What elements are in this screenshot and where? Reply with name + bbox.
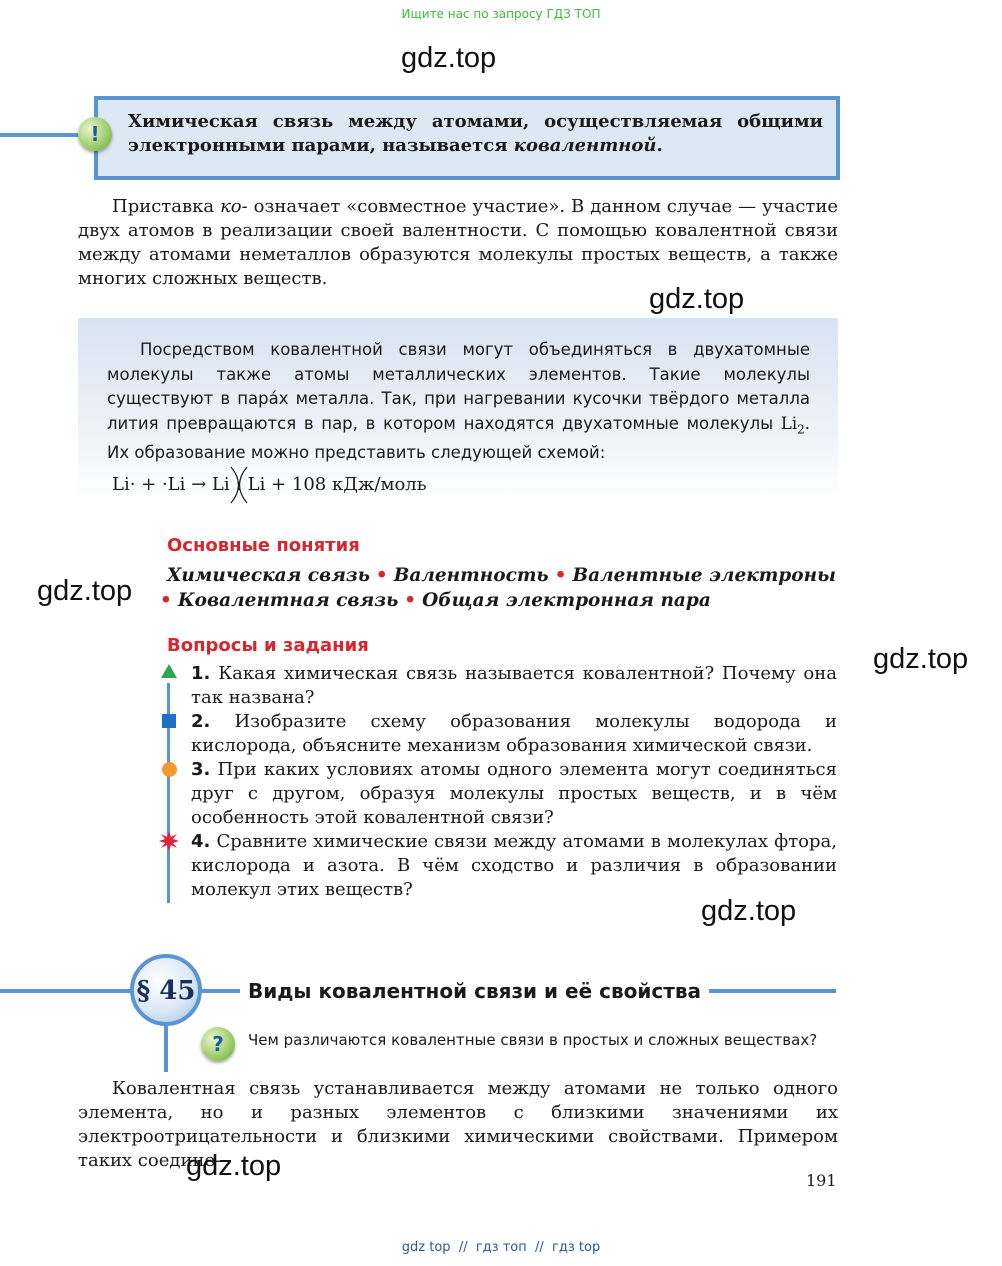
concepts-heading: Основные понятия — [167, 535, 360, 556]
section-stem-line — [164, 1026, 168, 1072]
exclamation-icon: ! — [78, 117, 112, 151]
watermark: gdz.top — [873, 643, 969, 675]
watermark: gdz.top — [649, 283, 745, 315]
scheme-reactants: Li· + ·Li → Li — [112, 474, 230, 495]
question-mark-icon: ? — [201, 1027, 235, 1061]
watermark: gdz.top — [701, 895, 797, 927]
concept-item: Общая электронная пара — [422, 590, 711, 611]
concept-item: Валентность — [393, 565, 549, 586]
orange-circle-icon — [161, 761, 178, 778]
scheme-products: Li + 108 кДж/моль — [247, 474, 427, 495]
green-triangle-icon — [160, 663, 178, 679]
blue-square-icon — [161, 713, 177, 729]
page-number: 191 — [806, 1171, 837, 1190]
question-3: 3. При каких условиях атомы одного элемента могут соединяться друг с другом, образуя молекулы простых веществ, и в чём особенность этой ковалентной связи? — [191, 759, 837, 828]
question-2: 2. Изобразите схему образования молекулы водорода и кислорода, объясните механизм образования химической связи. — [191, 711, 837, 756]
concept-item: Валентные электроны — [572, 565, 836, 586]
info-text: Посредством ковалентной связи могут объединяться в двухатомные молекулы также атомы металлических элементов. Такие молекулы существуют в пара́х металла. Так, при нагревании кусочки твёрдого металла лития превращаются в пар, в котором находятся двухатомные молекулы $Li_2$. Их образование можно представить следующей схемой: — [107, 340, 810, 463]
paragraph-section-intro: Ковалентная связь устанавливается между атомами не только одного элемента, но и разных элементов с близкими значениями их электроотрицательности и близкими химическими свойствами. Примером таких соедине- — [78, 1078, 838, 1171]
red-star-icon — [159, 831, 179, 851]
question-4: 4. Сравните химические связи между атомами в молекулах фтора, кислорода и азота. В чём сходство и различия в образовании молекул этих веществ? — [191, 831, 837, 900]
section-title: Виды ковалентной связи и её свойства — [240, 979, 709, 1003]
concepts-list: Химическая связь • Валентность • Валентные электроны — [167, 565, 836, 586]
shared-electron-pair: : — [230, 474, 248, 495]
watermark: gdz.top — [37, 575, 133, 607]
concept-item: Ковалентная связь — [177, 590, 399, 611]
paragraph-prefix-ko: Приставка ко- означает «совместное участие». В данном случае — участие двух атомов в реализации своей валентности. С помощью ковалентной связи между атомами неметаллов образуются молекулы простых веществ, а также многих сложных веществ. — [78, 196, 839, 289]
top-banner[interactable]: Ищите нас по запросу ГДЗ ТОП — [401, 7, 601, 21]
lithium-scheme — [112, 474, 427, 495]
section-number-badge: § 45 — [130, 954, 202, 1026]
watermark: gdz.top — [186, 1150, 282, 1182]
section-question: Чем различаются ковалентные связи в простых и сложных веществах? — [248, 1031, 818, 1049]
watermark: gdz.top — [401, 42, 497, 74]
definition-term: ковалентной — [513, 135, 657, 156]
footer-links[interactable]: gdz top // гдз топ // гдз top — [401, 1240, 601, 1255]
concepts-list-line2: • Ковалентная связь • Общая электронная пара — [160, 590, 711, 611]
questions-heading: Вопросы и задания — [167, 635, 369, 656]
definition-text: Химическая связь между атомами, осуществляемая общими электронными парами, называется ковалентной. — [128, 111, 823, 156]
question-1: 1. Какая химическая связь называется ковалентной? Почему она так названа? — [191, 663, 837, 708]
concept-item: Химическая связь — [167, 565, 370, 586]
